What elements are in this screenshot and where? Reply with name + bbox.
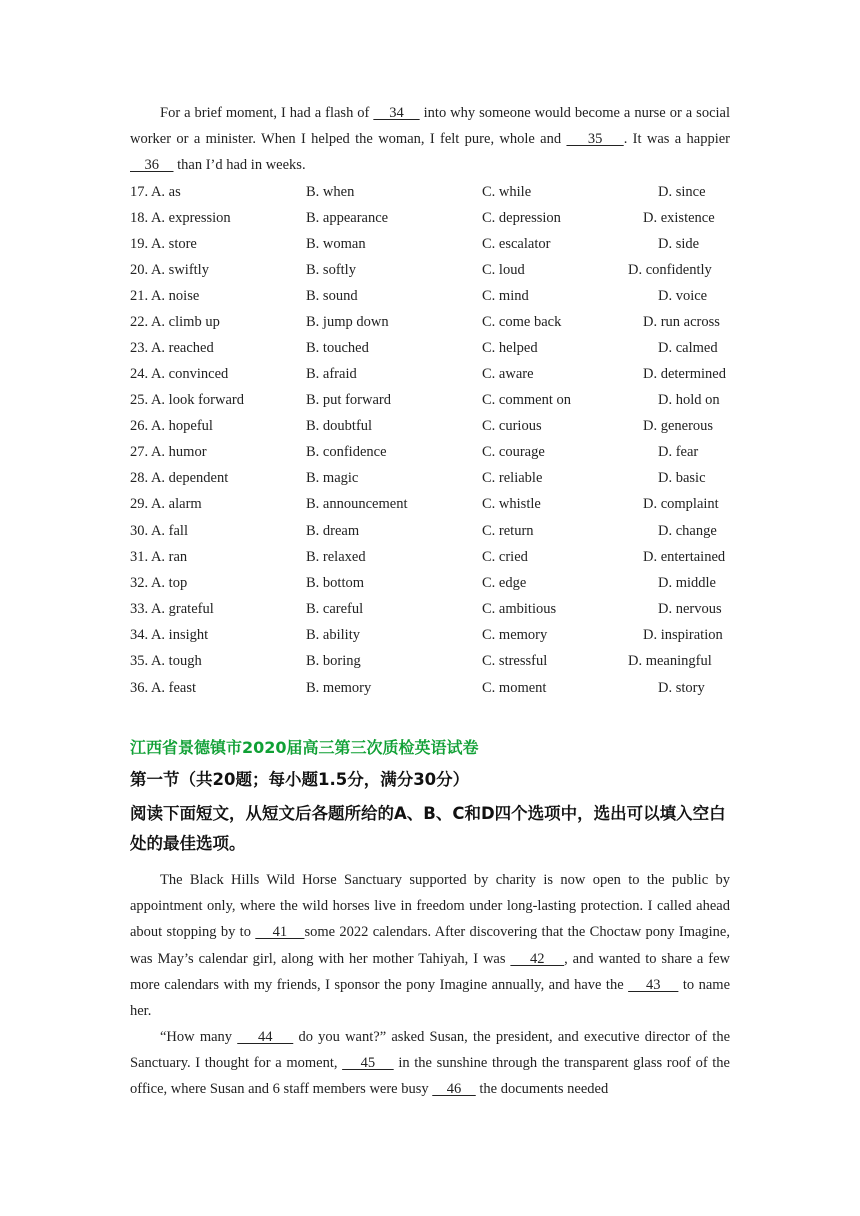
option-row [0,648,860,674]
blank-34: 34 [373,105,420,121]
option-c: C. helped [482,340,538,356]
passage-text: in the sunshine through the transparent glass roof of the office, where Susan and 6 staff members were busy [130,1055,730,1098]
option-c: C. reliable [482,470,543,486]
option-a: 32. A. top [130,575,188,591]
option-row [0,544,860,570]
option-b: B. memory [306,680,372,696]
passage-text: The Black Hills Wild Horse Sanctuary supported by charity is now open to the public by appointment only, where the wild horses live in freedom under long-lasting protection. I called ahead about stopping by to [130,872,730,941]
option-b: B. appearance [306,210,389,226]
passage-text: to name her. [130,976,731,1020]
option-row [0,387,860,413]
option-c: C. courage [482,444,545,460]
option-a: 33. A. grateful [130,601,214,617]
option-row [0,596,860,622]
option-c: C. curious [482,418,542,434]
option-row [0,257,860,283]
option-d: D. confidently [628,262,712,278]
passage-text: . It was a happier [623,131,731,148]
option-row [0,518,860,544]
option-b: B. when [306,184,355,200]
option-b: B. magic [306,470,359,486]
option-d: D. determined [643,366,726,382]
option-a: 31. A. ran [130,549,188,565]
passage-text: , and wanted to share a few more calendars with my friends, I sponsor the pony Imagine annually, and have the [130,950,730,993]
option-row [0,335,860,361]
option-b: B. doubtful [306,418,373,434]
passage-paragraph [130,100,730,179]
option-d: D. entertained [643,549,726,565]
passage-text: into why someone would become a nurse or a social worker or a minister. When I helped the woman, I felt pure, whole and [130,105,730,148]
blank-41: 41 [255,924,305,941]
option-d: D. run across [643,314,720,330]
option-c: C. memory [482,627,548,643]
option-row [0,361,860,387]
option-d: D. story [658,680,705,696]
option-d: D. meaningful [628,653,712,669]
option-row [0,622,860,648]
option-a: 35. A. tough [130,653,202,669]
option-a: 17. A. as [130,184,181,200]
option-b: B. dream [306,523,360,539]
option-c: C. loud [482,262,525,278]
option-b: B. ability [306,627,360,643]
part-title: 第一节（共20题；每小题1.5分，满分30分） [130,770,470,789]
option-row [0,439,860,465]
blank-45: 45 [342,1055,394,1072]
option-c: C. edge [482,575,527,591]
option-c: C. moment [482,680,547,696]
option-c: C. escalator [482,236,551,252]
option-d: D. change [658,523,717,539]
option-d: D. nervous [658,601,722,617]
option-row [0,179,860,205]
blank-46: 46 [432,1081,476,1098]
passage-text: “How many [160,1029,238,1045]
option-d: D. voice [658,288,708,304]
option-c: C. whistle [482,496,541,512]
passage-paragraph [130,867,730,1024]
option-d: D. since [658,184,706,200]
option-c: C. depression [482,210,561,226]
option-b: B. bottom [306,575,365,591]
blank-36: 36 [130,157,174,174]
option-a: 36. A. feast [130,680,197,696]
option-row [0,231,860,257]
option-b: B. afraid [306,366,357,382]
blank-44: 44 [237,1029,294,1045]
option-b: B. softly [306,262,356,278]
option-a: 26. A. hopeful [130,418,213,434]
instruction-text: 阅读下面短文，从短文后各题所给的A、B、C和D四个选项中，选出可以填入空白处的最佳选项。 [130,804,726,853]
passage-text: For a brief moment, I had a flash of [160,105,374,121]
option-row [0,205,860,231]
option-b: B. put forward [306,392,391,408]
source-title: 江西省景德镇市2020届高三第三次质检英语试卷 [130,738,479,757]
option-b: B. touched [306,340,369,356]
option-a: 20. A. swiftly [130,262,209,278]
option-b: B. announcement [306,496,408,512]
option-b: B. careful [306,601,364,617]
option-a: 28. A. dependent [130,470,229,486]
option-c: C. come back [482,314,562,330]
option-c: C. ambitious [482,601,557,617]
option-d: D. complaint [643,496,719,512]
option-a: 30. A. fall [130,523,188,539]
option-d: D. generous [643,418,714,434]
option-d: D. side [658,236,700,252]
passage-text: than I’d had in weeks. [173,157,306,174]
option-c: C. stressful [482,653,548,669]
option-d: D. inspiration [643,627,723,643]
blank-35: 35 [566,131,624,148]
option-row [0,570,860,596]
option-row [0,283,860,309]
blank-43: 43 [628,976,679,993]
option-b: B. boring [306,653,361,669]
option-d: D. basic [658,470,706,486]
option-a: 27. A. humor [130,444,207,460]
option-b: B. sound [306,288,358,304]
option-row [0,413,860,439]
option-b: B. woman [306,236,366,252]
option-a: 19. A. store [130,236,197,252]
option-b: B. jump down [306,314,389,330]
option-b: B. confidence [306,444,387,460]
option-c: C. cried [482,549,528,565]
option-a: 22. A. climb up [130,314,220,330]
option-row [0,491,860,517]
passage-paragraph [130,1024,730,1103]
passage-text: some 2022 calendars. After discovering that the Choctaw pony Imagine, was May’s calendar girl, along with her mother Tahiyah, I was [130,924,730,967]
option-a: 18. A. expression [130,210,231,226]
option-d: D. existence [643,210,715,226]
option-d: D. calmed [658,340,718,356]
option-a: 23. A. reached [130,340,214,356]
option-row [0,465,860,491]
option-a: 24. A. convinced [130,366,229,382]
option-d: D. fear [658,444,699,460]
passage-text: the documents needed [475,1081,609,1098]
blank-42: 42 [510,950,565,967]
option-c: C. while [482,184,532,200]
option-a: 21. A. noise [130,288,200,304]
option-a: 34. A. insight [130,627,209,643]
option-a: 29. A. alarm [130,496,202,512]
option-c: C. comment on [482,392,572,408]
passage-text: do you want?” asked Susan, the president, and executive director of the Sanctuary. I thought for a moment, [130,1029,731,1072]
option-row [0,309,860,335]
option-c: C. return [482,523,534,539]
option-d: D. middle [658,575,716,591]
option-d: D. hold on [658,392,720,408]
option-c: C. mind [482,288,529,304]
option-c: C. aware [482,366,534,382]
option-b: B. relaxed [306,549,366,565]
option-row [0,675,860,701]
option-a: 25. A. look forward [130,392,244,408]
